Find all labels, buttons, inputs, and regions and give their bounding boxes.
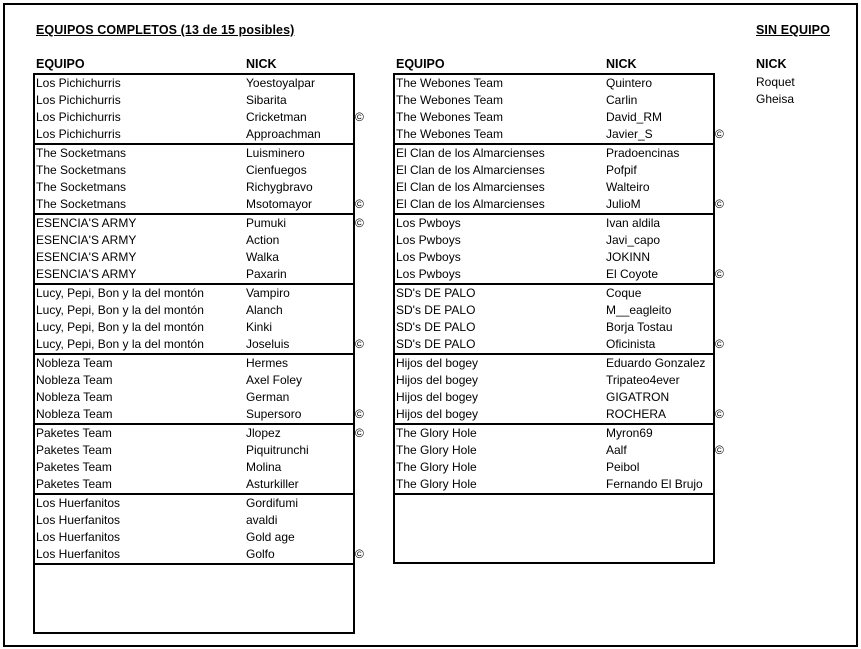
left-equipo-header: EQUIPO [36,57,85,71]
team-name: The Glory Hole [396,460,477,474]
team-name: Hijos del bogey [396,390,479,404]
player-nick: Carlin [606,93,638,107]
table-row [35,145,353,162]
player-nick: Pofpif [606,163,637,177]
team-group [33,493,364,563]
team-group [33,143,364,213]
table-row [35,389,353,406]
team-name: Paketes Team [36,426,112,440]
player-nick: Ivan aldila [606,216,661,230]
team-group [33,353,364,423]
table-row [395,92,713,109]
team-name: Hijos del bogey [396,373,479,387]
captain-mark-icon: © [355,216,364,230]
captain-mark-icon: © [715,443,724,457]
player-nick: Joseluis [246,337,290,351]
table-row [35,512,353,529]
player-nick: Peibol [606,460,640,474]
team-name: The Webones Team [396,76,503,90]
sin-equipo-nick: Gheisa [756,92,795,106]
table-row [395,249,713,266]
sin-equipo-nick-header: NICK [756,57,787,71]
team-group [393,353,724,423]
team-group [33,73,364,143]
team-name: The Socketmans [36,163,127,177]
player-nick: JOKINN [606,250,651,264]
team-name: ESENCIA'S ARMY [36,216,137,230]
table-row [395,406,724,423]
table-row [395,319,713,336]
captain-mark-icon: © [355,426,364,440]
team-name: Los Huerfanitos [36,547,121,561]
team-name: ESENCIA'S ARMY [36,250,137,264]
captain-mark-icon: © [715,337,724,351]
team-name: Lucy, Pepi, Bon y la del montón [36,303,204,317]
table-row [35,109,364,126]
team-name: The Webones Team [396,127,503,141]
team-name: Lucy, Pepi, Bon y la del montón [36,320,204,334]
player-nick: Luisminero [246,146,305,160]
team-name: Los Pichichurris [36,93,121,107]
player-nick: Jlopez [246,426,281,440]
team-group [393,283,724,353]
player-nick: Pumuki [246,216,287,230]
team-name: SD's DE PALO [396,337,476,351]
table-row [35,459,353,476]
player-nick: Fernando El Brujo [606,477,703,491]
table-row [395,75,713,92]
sin-equipo-list [756,74,795,108]
sin-equipo-title: SIN EQUIPO [756,23,830,37]
table-row [395,302,713,319]
player-nick: Action [246,233,280,247]
team-group [33,213,364,283]
team-name: Los Huerfanitos [36,530,121,544]
table-row [395,442,724,459]
team-name: El Clan de los Almarcienses [396,146,545,160]
table-row [35,319,353,336]
table-row [35,249,353,266]
table-row [35,495,353,512]
team-name: Los Pichichurris [36,110,121,124]
table-row [35,285,353,302]
player-nick: Tripateo4ever [606,373,680,387]
team-name: Los Pwboys [396,250,461,264]
player-nick: Pradoencinas [606,146,680,160]
player-nick: German [246,390,290,404]
table-row [395,389,713,406]
team-name: Nobleza Team [36,356,113,370]
player-nick: ROCHERA [606,407,667,421]
table-row [395,179,713,196]
right-equipo-header: EQUIPO [396,57,445,71]
page-title: EQUIPOS COMPLETOS (13 de 15 posibles) [36,23,295,37]
team-group [393,213,724,283]
team-name: Paketes Team [36,460,112,474]
player-nick: Piquitrunchi [246,443,309,457]
team-name: El Clan de los Almarcienses [396,197,545,211]
team-name: Nobleza Team [36,407,113,421]
team-name: Nobleza Team [36,390,113,404]
team-name: The Socketmans [36,146,127,160]
table-row [35,92,353,109]
left-nick-header: NICK [246,57,277,71]
player-nick: Asturkiller [246,477,299,491]
player-nick: Aalf [606,443,627,457]
team-group [33,283,364,353]
table-row [395,232,713,249]
table-row [35,266,353,283]
table-row [35,232,353,249]
player-nick: Cienfuegos [246,163,307,177]
team-name: El Clan de los Almarcienses [396,180,545,194]
table-row [35,336,364,353]
team-name: Los Pichichurris [36,127,121,141]
empty-team-slot [393,493,715,564]
empty-team-slot [33,563,355,634]
player-nick: Walteiro [606,180,650,194]
table-row [395,196,724,213]
player-nick: Myron69 [606,426,653,440]
team-group [33,423,364,493]
table-row [35,442,353,459]
table-row [35,372,353,389]
table-row [395,336,724,353]
team-name: Los Pwboys [396,267,461,281]
captain-mark-icon: © [715,197,724,211]
player-nick: Vampiro [246,286,290,300]
player-nick: Axel Foley [246,373,303,387]
team-name: Hijos del bogey [396,407,479,421]
player-nick: David_RM [606,110,663,124]
table-row [35,215,364,232]
table-row [395,266,724,283]
player-nick: Gold age [246,530,295,544]
table-row [35,546,364,563]
player-nick: Kinki [246,320,273,334]
team-name: Paketes Team [36,443,112,457]
table-row [395,162,713,179]
player-nick: Yoestoyalpar [246,76,315,90]
team-name: SD's DE PALO [396,286,476,300]
table-row [395,372,713,389]
table-row [35,355,353,372]
player-nick: Gordifumi [246,496,299,510]
player-nick: Cricketman [246,110,307,124]
team-name: Hijos del bogey [396,356,479,370]
team-name: El Clan de los Almarcienses [396,163,545,177]
table-row [35,179,353,196]
captain-mark-icon: © [355,407,364,421]
player-nick: GIGATRON [606,390,670,404]
player-nick: Coque [606,286,642,300]
player-nick: Paxarin [246,267,287,281]
player-nick: Msotomayor [246,197,313,211]
team-name: Los Pichichurris [36,76,121,90]
team-name: The Glory Hole [396,443,477,457]
player-nick: Quintero [606,76,653,90]
team-name: The Glory Hole [396,426,477,440]
team-name: SD's DE PALO [396,320,476,334]
table-row [35,476,353,493]
table-row [395,145,713,162]
player-nick: Molina [246,460,282,474]
player-nick: Borja Tostau [606,320,673,334]
table-row [35,196,364,213]
player-nick: Golfo [246,547,275,561]
player-nick: Approachman [246,127,321,141]
player-nick: Walka [246,250,279,264]
captain-mark-icon: © [715,267,724,281]
table-row [35,529,353,546]
left-team-table [33,73,364,634]
team-group [393,143,724,213]
player-nick: M__eagleito [606,303,672,317]
right-nick-header: NICK [606,57,637,71]
captain-mark-icon: © [355,337,364,351]
table-row [35,425,364,442]
right-team-table [393,73,724,564]
team-name: Paketes Team [36,477,112,491]
captain-mark-icon: © [715,407,724,421]
team-group [393,423,724,493]
captain-mark-icon: © [355,110,364,124]
player-nick: avaldi [246,513,278,527]
team-name: Los Pwboys [396,233,461,247]
team-group [393,73,724,143]
table-row [395,425,713,442]
team-name: ESENCIA'S ARMY [36,233,137,247]
player-nick: Oficinista [606,337,656,351]
team-name: The Socketmans [36,197,127,211]
player-nick: JulioM [606,197,641,211]
table-row [395,215,713,232]
captain-mark-icon: © [715,127,724,141]
table-row [395,355,713,372]
team-name: The Webones Team [396,110,503,124]
team-name: The Glory Hole [396,477,477,491]
team-name: Los Huerfanitos [36,496,121,510]
table-row [35,302,353,319]
player-nick: Alanch [246,303,283,317]
player-nick: Hermes [246,356,289,370]
sin-equipo-nick: Roquet [756,75,795,89]
player-nick: Javier_S [606,127,653,141]
team-name: SD's DE PALO [396,303,476,317]
player-nick: El Coyote [606,267,659,281]
table-row [395,126,724,143]
table-row [35,126,353,143]
table-row [395,109,713,126]
table-row [395,285,713,302]
table-row [395,476,713,493]
table-row [35,75,353,92]
team-name: The Socketmans [36,180,127,194]
team-name: Lucy, Pepi, Bon y la del montón [36,337,204,351]
table-row [395,459,713,476]
team-name: Los Pwboys [396,216,461,230]
table-row [35,162,353,179]
team-name: Lucy, Pepi, Bon y la del montón [36,286,204,300]
team-name: The Webones Team [396,93,503,107]
team-name: Nobleza Team [36,373,113,387]
table-row [35,406,364,423]
captain-mark-icon: © [355,197,364,211]
team-name: Los Huerfanitos [36,513,121,527]
player-nick: Javi_capo [606,233,661,247]
player-nick: Eduardo Gonzalez [606,356,706,370]
team-name: ESENCIA'S ARMY [36,267,137,281]
player-nick: Supersoro [246,407,302,421]
captain-mark-icon: © [355,547,364,561]
player-nick: Sibarita [246,93,287,107]
player-nick: Richygbravo [246,180,313,194]
